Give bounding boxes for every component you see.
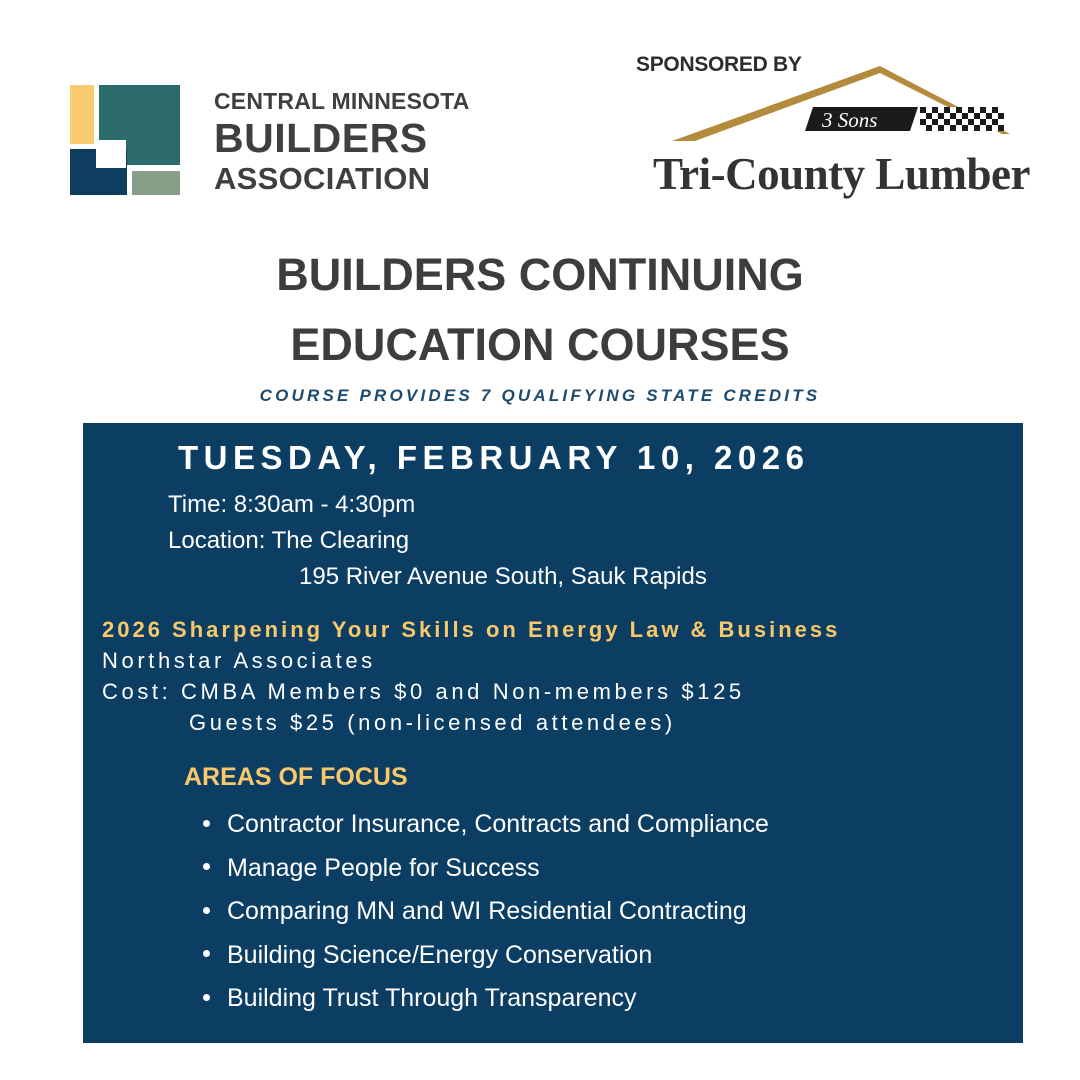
title-line-1: BUILDERS CONTINUING	[276, 249, 804, 300]
event-location: Location: The Clearing	[168, 527, 410, 554]
cmba-logo-mark	[70, 85, 180, 195]
sponsor-name: Tri-County Lumber	[653, 149, 1030, 199]
bullet-icon	[203, 950, 210, 957]
logo-square-white	[96, 140, 126, 168]
guests-line: Guests $25 (non-licensed attendees)	[189, 710, 676, 735]
list-item	[203, 803, 769, 847]
bullet-icon	[203, 994, 210, 1001]
course-title: 2026 Sharpening Your Skills on Energy Law & Business	[102, 617, 841, 642]
list-item	[203, 934, 769, 978]
focus-item-label: Contractor Insurance, Contracts and Compliance	[227, 810, 769, 838]
bullet-icon	[203, 863, 210, 870]
logo-square-yellow	[70, 85, 94, 144]
checkered-flag-icon	[918, 107, 1008, 131]
list-item	[203, 847, 769, 891]
sponsored-by-label: SPONSORED BY	[636, 53, 802, 76]
list-item	[203, 890, 769, 934]
bullet-icon	[203, 907, 210, 914]
focus-list	[203, 803, 769, 1021]
tri-county-roof-logo	[650, 62, 1030, 152]
event-date: TUESDAY, FEBRUARY 10, 2026	[178, 439, 810, 476]
focus-item-label: Comparing MN and WI Residential Contracting	[227, 897, 747, 925]
sons-badge-text: 3 Sons	[822, 108, 878, 132]
focus-item-label: Manage People for Success	[227, 853, 540, 882]
bullet-icon	[203, 820, 210, 827]
logo-square-sage	[132, 171, 180, 195]
presenter: Northstar Associates	[102, 648, 376, 673]
credits-subtitle: COURSE PROVIDES 7 QUALIFYING STATE CREDITS	[259, 386, 821, 405]
event-details-panel	[83, 423, 1023, 1043]
cost-line: Cost: CMBA Members $0 and Non-members $125	[102, 679, 745, 704]
title-line-2: EDUCATION COURSES	[290, 319, 790, 370]
focus-item-label: Building Trust Through Transparency	[227, 984, 637, 1012]
page-title	[0, 240, 1080, 380]
logo-line-1: CENTRAL MINNESOTA	[214, 88, 470, 114]
cmba-logo-text	[214, 90, 470, 194]
logo-line-2: BUILDERS	[214, 115, 428, 161]
areas-of-focus-heading: AREAS OF FOCUS	[184, 763, 408, 791]
focus-item-label: Building Science/Energy Conservation	[227, 940, 653, 969]
list-item	[203, 977, 769, 1021]
logo-line-3: ASSOCIATION	[214, 161, 431, 196]
event-address: 195 River Avenue South, Sauk Rapids	[299, 563, 707, 590]
event-time: Time: 8:30am - 4:30pm	[168, 491, 416, 518]
